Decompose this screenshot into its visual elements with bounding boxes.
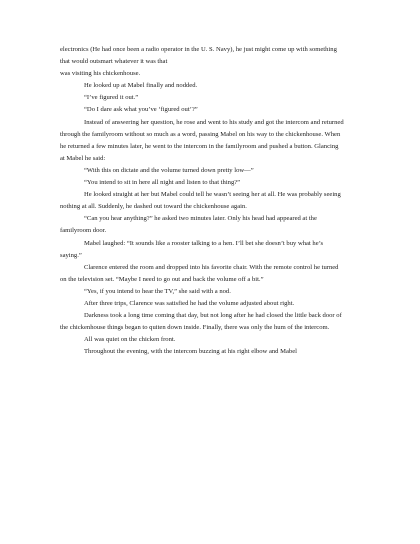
text-line: at Mabel he said: bbox=[60, 154, 106, 162]
text-line: was visiting his chickenhouse. bbox=[60, 70, 141, 78]
text-line: Instead of answering her question, he rose and went to his study and got the intercom and returned bbox=[84, 118, 344, 126]
text-line: “You intend to sit in here all night and listen to that thing?” bbox=[84, 179, 241, 187]
text-line: he returned a few minutes later, he went to the intercom in the familyroom and pushed a button. Glancing bbox=[60, 142, 339, 150]
text-line: “I’ve figured it out.” bbox=[84, 94, 139, 102]
text-line: Mabel laughed: “It sounds like a rooster talking to a hen. I’ll bet she doesn’t buy what he’s bbox=[84, 239, 324, 247]
text-line: “Do I dare ask what you’ve ‘figured out’?” bbox=[84, 106, 198, 114]
text-line: “Can you hear anything?” he asked two minutes later. Only his head had appeared at the bbox=[84, 215, 317, 223]
text-line: nothing at all. Suddenly, he dashed out toward the chickenhouse again. bbox=[60, 203, 247, 211]
text-line: the chickenhouse things began to quiten down inside. Finally, there was only the hum of the intercom. bbox=[60, 324, 330, 332]
text-line: saying.” bbox=[60, 251, 82, 259]
text-line: familyroom door. bbox=[60, 227, 107, 235]
text-line: He looked up at Mabel finally and nodded. bbox=[84, 82, 198, 90]
document-body bbox=[60, 44, 360, 358]
text-line: He looked straight at her but Mabel could tell he wasn’t seeing her at all. He was probably seeing bbox=[84, 191, 341, 199]
text-line: “Yes, if you intend to hear the TV,” she said with a nod. bbox=[84, 287, 231, 295]
text-line: All was quiet on the chicken front. bbox=[84, 336, 176, 344]
text-line: Throughout the evening, with the intercom buzzing at his right elbow and Mabel bbox=[84, 348, 297, 356]
text-line: Darkness took a long time coming that day, but not long after he had closed the little back door of bbox=[84, 312, 342, 320]
text-line: on the television set. “Maybe I need to go out and back the volume off a bit.” bbox=[60, 275, 264, 283]
text-line: “With this on dictate and the volume turned down pretty low—” bbox=[84, 166, 254, 174]
text-line: through the familyroom without so much as a word, passing Mabel on his way to the chickenhouse. When bbox=[60, 130, 341, 138]
text-line: After three trips, Clarence was satisfied he had the volume adjusted about right. bbox=[84, 299, 295, 307]
text-line: electronics (He had once been a radio operator in the U. S. Navy), he just might come up with something bbox=[60, 46, 337, 53]
text-line: Clarence entered the room and dropped into his favorite chair. With the remote control he turned bbox=[84, 263, 339, 271]
text-line: that would outsmart whatever it was that bbox=[60, 58, 168, 66]
